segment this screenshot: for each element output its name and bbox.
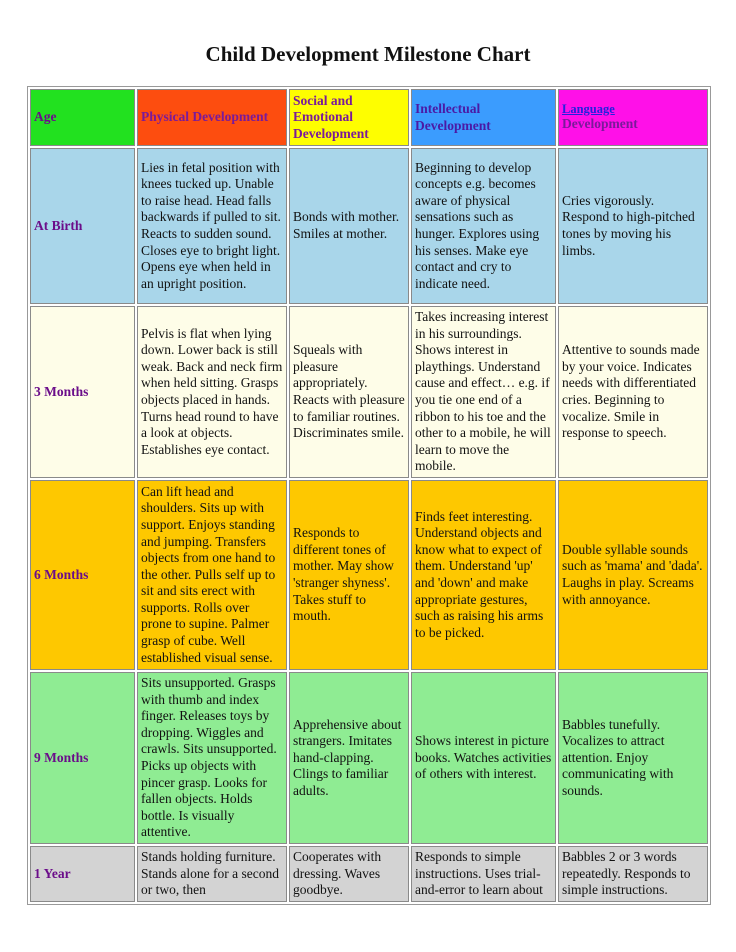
table-row — [30, 480, 708, 670]
language-cell: Double syllable sounds such as 'mama' and 'dada'. Laughs in play. Screams with annoyance. — [558, 480, 708, 670]
age-cell: 3 Months — [30, 306, 135, 478]
intellectual-cell: Responds to simple instructions. Uses trial-and-error to learn about — [411, 846, 556, 902]
language-cell: Babbles 2 or 3 words repeatedly. Responds to simple instructions. — [558, 846, 708, 902]
table-row — [30, 846, 708, 902]
physical-cell: Sits unsupported. Grasps with thumb and index finger. Releases toys by dropping. Wiggles and crawls. Sits unsupported. Picks up objects with pincer grasp. Looks for fallen objects. Holds bottle. Is visually attentive. — [137, 672, 287, 844]
social-cell: Cooperates with dressing. Waves goodbye. — [289, 846, 409, 902]
language-link[interactable]: Language — [562, 101, 615, 116]
table-row — [30, 306, 708, 478]
social-cell: Apprehensive about strangers. Imitates hand-clapping. Clings to familiar adults. — [289, 672, 409, 844]
age-cell: 6 Months — [30, 480, 135, 670]
language-cell: Babbles tunefully. Vocalizes to attract attention. Enjoy communicating with sounds. — [558, 672, 708, 844]
header-age: Age — [30, 89, 135, 146]
language-header-rest: Development — [562, 115, 638, 131]
language-cell: Cries vigorously. Respond to high-pitched tones by moving his limbs. — [558, 148, 708, 304]
physical-cell: Can lift head and shoulders. Sits up with support. Enjoys standing and jumping. Transfers objects from one hand to the other. Pulls self up to sit and sits erect with supports. Rolls over prone to supine. Palmer grasp of cube. Well established visual sense. — [137, 480, 287, 670]
age-cell: 9 Months — [30, 672, 135, 844]
physical-cell: Pelvis is flat when lying down. Lower back is still weak. Back and neck firm when held sitting. Grasps objects placed in hands. Turns head round to have a look at objects. Establishes eye contact. — [137, 306, 287, 478]
header-intellectual: Intellectual Development — [411, 89, 556, 146]
language-cell: Attentive to sounds made by your voice. Indicates needs with differentiated cries. Beginning to vocalize. Smile in response to speech. — [558, 306, 708, 478]
milestone-table — [27, 86, 711, 905]
intellectual-cell: Shows interest in picture books. Watches activities of others with interest. — [411, 672, 556, 844]
intellectual-cell: Takes increasing interest in his surroundings. Shows interest in playthings. Understand cause and effect… e.g. if you tie one end of a ribbon to his toe and the other to a mobile, he will learn to move the mobile. — [411, 306, 556, 478]
page-title: Child Development Milestone Chart — [205, 42, 531, 66]
age-cell: 1 Year — [30, 846, 135, 902]
header-row — [30, 89, 708, 146]
social-cell: Squeals with pleasure appropriately. Reacts with pleasure to familiar routines. Discriminates smile. — [289, 306, 409, 478]
table-row — [30, 672, 708, 844]
intellectual-cell: Beginning to develop concepts e.g. becomes aware of physical sensations such as hunger. Explores using his senses. Make eye contact and cry to indicate need. — [411, 148, 556, 304]
header-language — [558, 89, 708, 146]
physical-cell: Stands holding furniture. Stands alone for a second or two, then — [137, 846, 287, 902]
table-row — [30, 148, 708, 304]
header-physical: Physical Development — [137, 89, 287, 146]
physical-cell: Lies in fetal position with knees tucked up. Unable to raise head. Head falls backwards if pulled to sit. Reacts to sudden sound. Closes eye to bright light. Opens eye when held in an upright position. — [137, 148, 287, 304]
header-social: Social and Emotional Development — [289, 89, 409, 146]
intellectual-cell: Finds feet interesting. Understand objects and know what to expect of them. Understand 'up' and 'down' and make appropriate gestures, such as raising his arms to be picked. — [411, 480, 556, 670]
social-cell: Bonds with mother. Smiles at mother. — [289, 148, 409, 304]
age-cell: At Birth — [30, 148, 135, 304]
social-cell: Responds to different tones of mother. May show 'stranger shyness'. Takes stuff to mouth. — [289, 480, 409, 670]
